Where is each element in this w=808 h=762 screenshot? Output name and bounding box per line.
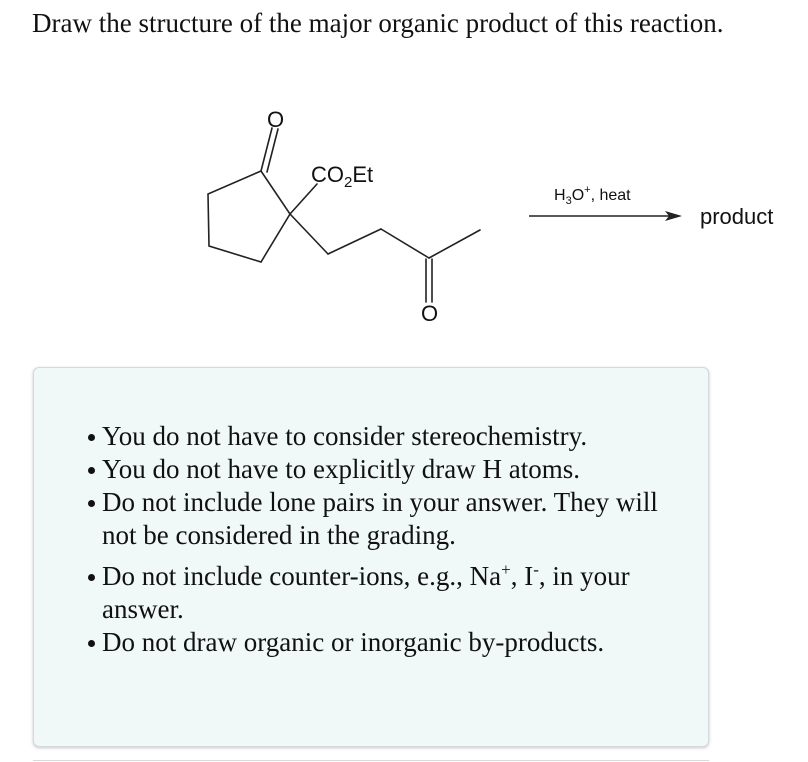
ester-subscript: 2 bbox=[344, 174, 353, 191]
sodium-charge: + bbox=[501, 560, 511, 579]
ester-bond bbox=[290, 184, 317, 214]
ketone-double-bond-a bbox=[261, 128, 272, 171]
side-chain-bond-4 bbox=[429, 230, 480, 258]
side-chain-bond-2 bbox=[328, 229, 381, 254]
cyclopentane-ring bbox=[208, 171, 290, 262]
ester-suffix: Et bbox=[352, 162, 374, 187]
side-chain-bond-1 bbox=[290, 214, 328, 254]
question-text: Draw the structure of the major organic product of this reaction. bbox=[32, 8, 724, 38]
ketone-double-bond-b bbox=[267, 129, 278, 172]
counter-ions-prefix: Do not include counter-ions, e.g., Na bbox=[102, 561, 502, 591]
ketone-oxygen-label: O bbox=[267, 107, 285, 132]
counter-ions-suffix: , in your answer. bbox=[102, 561, 630, 624]
reagent-mid: O bbox=[571, 187, 585, 204]
reagent-subscript: 3 bbox=[565, 195, 572, 207]
ester-group-label bbox=[311, 162, 373, 191]
reaction-scheme bbox=[0, 0, 808, 360]
reagent-suffix: , heat bbox=[590, 187, 631, 204]
iodide-charge: - bbox=[533, 560, 539, 579]
product-label: product bbox=[700, 204, 774, 229]
side-chain-bond-3 bbox=[381, 229, 429, 258]
instructions-list bbox=[102, 420, 682, 659]
reagent-superscript: + bbox=[584, 184, 591, 196]
divider bbox=[33, 760, 709, 761]
instruction-item: Do not include lone pairs in your answer. They will not be considered in the grading. bbox=[102, 486, 682, 552]
reactant-structure bbox=[208, 128, 480, 302]
reaction-arrow bbox=[529, 211, 682, 221]
reagent-prefix: H bbox=[554, 187, 566, 204]
side-chain-oxygen-label: O bbox=[421, 301, 439, 326]
instruction-item: You do not have to explicitly draw H atoms. bbox=[102, 453, 682, 486]
counter-ions-mid: , I bbox=[510, 561, 534, 591]
ester-prefix: CO bbox=[311, 162, 344, 187]
instruction-item: Do not draw organic or inorganic by-products. bbox=[102, 626, 682, 659]
reaction-conditions bbox=[554, 184, 631, 207]
instruction-item-counter-ions bbox=[102, 560, 682, 626]
instruction-item: You do not have to consider stereochemistry. bbox=[102, 420, 682, 453]
